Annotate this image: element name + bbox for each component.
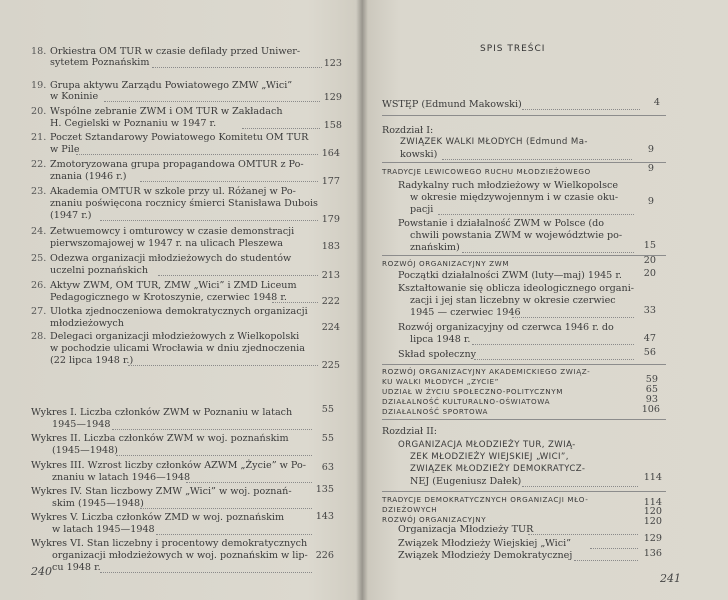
subsection-entry: Początki działalności ZWM (luty—maj) 1945 r. bbox=[398, 270, 622, 281]
page-folio: 241 bbox=[660, 572, 681, 585]
entry-text: w Pile bbox=[50, 144, 80, 155]
section-heading: DZIAŁALNOŚĆ SPORTOWA bbox=[382, 407, 489, 416]
section-heading: TRADYCJE DEMOKRATYCZNYCH ORGANIZACJI MŁO- bbox=[382, 495, 589, 504]
dot-leader bbox=[128, 364, 318, 366]
dot-leader bbox=[472, 343, 634, 345]
page-number: 93 bbox=[645, 394, 658, 405]
dot-leader bbox=[76, 153, 318, 155]
subsection-entry: Związek Młodzieży Demokratycznej bbox=[398, 550, 573, 561]
entry-number: 20. bbox=[31, 106, 47, 117]
left-page bbox=[0, 0, 362, 600]
dot-leader bbox=[140, 507, 312, 509]
page-folio: 240 bbox=[31, 565, 52, 578]
entry-text: Wykres V. Liczba członków ZMD w woj. poznańskim bbox=[31, 512, 285, 523]
page-number: 183 bbox=[321, 241, 340, 252]
dot-leader bbox=[512, 316, 634, 318]
entry-text: Aktyw ZWM, OM TUR, ZMW „Wici” i ZMD Liceum bbox=[50, 280, 297, 291]
entry-text: Wykres VI. Stan liczebny i procentowy demokratycznych bbox=[31, 538, 308, 549]
divider bbox=[382, 162, 666, 163]
dot-leader bbox=[152, 66, 322, 68]
page-number: 120 bbox=[643, 516, 662, 527]
entry-number: 28. bbox=[31, 331, 47, 342]
entry-text: 1945—1948 bbox=[52, 419, 111, 430]
page-number: 20 bbox=[643, 255, 656, 266]
dot-leader bbox=[100, 219, 318, 221]
dot-leader bbox=[522, 108, 640, 110]
page-number: 9 bbox=[647, 196, 654, 207]
section-heading: ROZWÓJ ORGANIZACYJNY AKADEMICKIEGO ZWIĄZ- bbox=[382, 367, 591, 376]
page-number: 222 bbox=[321, 296, 340, 307]
divider bbox=[382, 491, 666, 492]
page-number: 55 bbox=[321, 433, 334, 444]
entry-text: znaniu poświęcona rocznicy śmierci Stanisława Dubois bbox=[50, 198, 318, 209]
subsection-entry: Kształtowanie się oblicza ideologicznego organi- bbox=[398, 283, 635, 294]
dot-leader bbox=[528, 533, 638, 535]
divider bbox=[382, 419, 666, 420]
entry-text: (1947 r.) bbox=[50, 210, 92, 221]
page-number: 63 bbox=[321, 462, 334, 473]
right-page bbox=[362, 0, 728, 600]
page-number: 33 bbox=[643, 305, 656, 316]
page-number: 15 bbox=[643, 240, 656, 251]
page-number: 114 bbox=[643, 497, 662, 508]
entry-number: 18. bbox=[31, 46, 47, 57]
page-number: 9 bbox=[647, 163, 654, 174]
entry-text: Wykres II. Liczba członków ZWM w woj. poznańskim bbox=[31, 433, 289, 444]
section-heading: TRADYCJE LEWICOWEGO RUCHU MŁODZIEŻOWEGO bbox=[382, 167, 591, 176]
divider bbox=[382, 255, 666, 256]
entry-text: organizacji młodzieżowych w woj. poznańskim w lip- bbox=[52, 550, 308, 561]
subsection-entry: zacji i jej stan liczebny w okresie czerwiec bbox=[410, 295, 616, 306]
entry-text: Zetwuemowcy i omturowcy w czasie demonstracji bbox=[50, 226, 295, 237]
entry-number: 22. bbox=[31, 159, 47, 170]
section-heading: ROZWÓJ ORGANIZACYJNY ZWM bbox=[382, 259, 510, 268]
page-number: 59 bbox=[645, 374, 658, 385]
entry-number: 23. bbox=[31, 186, 47, 197]
entry-text: (1945—1948) bbox=[52, 445, 118, 456]
subsection-entry: Radykalny ruch młodzieżowy w Wielkopolsce bbox=[398, 180, 619, 191]
subsection-entry: Powstanie i działalność ZWM w Polsce (do bbox=[398, 218, 605, 229]
entry-text: Grupa aktywu Zarządu Powiatowego ZMW „Wici” bbox=[50, 80, 293, 91]
entry-text: Orkiestra OM TUR w czasie defilady przed Uniwer- bbox=[50, 46, 301, 57]
chapter-title: ZEK MŁODZIEŻY WIEJSKIEJ „WICI”, bbox=[410, 452, 569, 462]
entry-text: Poczet Sztandarowy Powiatowego Komitetu OM TUR bbox=[50, 132, 309, 143]
dot-leader bbox=[242, 127, 320, 129]
page-number: 123 bbox=[323, 58, 342, 69]
entry-text: Wykres IV. Stan liczbowy ZMW „Wici” w woj. poznań- bbox=[31, 486, 292, 497]
page-number: 20 bbox=[643, 268, 656, 279]
dot-leader bbox=[156, 533, 312, 535]
section-heading: UDZIAŁ W ŻYCIU SPOŁECZNO-POLITYCZNYM bbox=[382, 387, 563, 396]
entry-text: uczelni poznańskich bbox=[50, 265, 149, 276]
entry-text: sytetem Poznańskim bbox=[50, 57, 150, 68]
entry-number: 24. bbox=[31, 226, 47, 237]
page-number: 65 bbox=[645, 384, 658, 395]
page-number: 129 bbox=[643, 533, 662, 544]
chapter-title: ZWIĄZEK WALKI MŁODYCH (Edmund Ma- bbox=[400, 137, 588, 147]
entry-number: 25. bbox=[31, 253, 47, 264]
page-number: 4 bbox=[653, 97, 660, 108]
entry-text: cu 1948 r. bbox=[52, 562, 101, 573]
entry-text: (22 lipca 1948 r.) bbox=[50, 355, 134, 366]
subsection-entry: 1945 — czerwiec 1946 bbox=[410, 307, 521, 318]
entry-text: Akademia OMTUR w szkole przy ul. Różanej w Po- bbox=[50, 186, 296, 197]
subsection-entry: chwili powstania ZWM w województwie po- bbox=[410, 230, 623, 241]
subsection-entry: lipca 1948 r. bbox=[410, 334, 471, 345]
page-number: 129 bbox=[323, 92, 342, 103]
dot-leader bbox=[140, 180, 318, 182]
contents-heading: SPIS TREŚCI bbox=[480, 44, 546, 54]
subsection-entry: Organizacja Młodzieży TUR bbox=[398, 524, 534, 535]
page-number: 120 bbox=[643, 506, 662, 517]
chapter-title: ZWIĄZEK MŁODZIEŻY DEMOKRATYCZ- bbox=[410, 464, 586, 474]
entry-text: H. Cegielski w Poznaniu w 1947 r. bbox=[50, 118, 217, 129]
entry-text: Pedagogicznego w Krotoszynie, czerwiec 1948 r. bbox=[50, 292, 287, 303]
entry-number: 19. bbox=[31, 80, 47, 91]
page-number: 179 bbox=[321, 214, 340, 225]
dot-leader bbox=[116, 454, 312, 456]
dot-leader bbox=[438, 213, 634, 215]
section-heading: ROZWÓJ ORGANIZACYJNY bbox=[382, 515, 487, 524]
dot-leader bbox=[186, 481, 312, 483]
entry-text: znania (1946 r.) bbox=[50, 171, 127, 182]
subsection-entry: Skład społeczny bbox=[398, 349, 477, 360]
section-heading: DZIAŁALNOŚĆ KULTURALNO-OŚWIATOWA bbox=[382, 397, 551, 406]
page-number: 9 bbox=[647, 144, 654, 155]
dot-leader bbox=[522, 485, 638, 487]
entry-text: Wykres I. Liczba członków ZWM w Poznaniu w latach bbox=[31, 407, 293, 418]
chapter-title: NEJ (Eugeniusz Dałek) bbox=[410, 476, 522, 487]
page-number: 226 bbox=[315, 550, 334, 561]
dot-leader bbox=[574, 559, 638, 561]
page-number: 164 bbox=[321, 148, 340, 159]
entry-text: Ulotka zjednoczeniowa demokratycznych organizacji bbox=[50, 306, 308, 317]
subsection-entry: Związek Młodzieży Wiejskiej „Wici” bbox=[398, 538, 572, 549]
subsection-entry: pacji bbox=[410, 204, 434, 215]
dot-leader bbox=[112, 428, 312, 430]
section-heading: KU WALKI MŁODYCH „ZYCIE” bbox=[382, 377, 500, 386]
dot-leader bbox=[272, 301, 318, 303]
chapter-label: Rozdział II: bbox=[382, 426, 438, 437]
subsection-entry: Rozwój organizacyjny od czerwca 1946 r. do bbox=[398, 322, 614, 333]
entry-text: skim (1945—1948) bbox=[52, 498, 144, 509]
section-heading: DZIEŻOWYCH bbox=[382, 505, 438, 514]
page-number: 136 bbox=[643, 548, 662, 559]
dot-leader bbox=[442, 158, 632, 160]
page-number: 143 bbox=[315, 511, 334, 522]
entry-text: znaniu w latach 1946—1948 bbox=[52, 472, 191, 483]
entry-text: Wykres III. Wzrost liczby członków AZWM „Życie” w Po- bbox=[31, 460, 307, 471]
page-number: 56 bbox=[643, 347, 656, 358]
entry-text: w latach 1945—1948 bbox=[52, 524, 155, 535]
page-number: 158 bbox=[323, 120, 342, 131]
dot-leader bbox=[100, 571, 312, 573]
entry-text: pierwszomajowej w 1947 r. na ulicach Pleszewa bbox=[50, 238, 284, 249]
entry-text: w Koninie bbox=[50, 91, 99, 102]
dot-leader bbox=[474, 358, 634, 360]
subsection-entry: w okresie międzywojennym i w czasie oku- bbox=[410, 192, 619, 203]
dot-leader bbox=[590, 547, 638, 549]
intro-entry: WSTĘP (Edmund Makowski) bbox=[382, 99, 522, 110]
divider bbox=[382, 115, 666, 116]
entry-text: Odezwa organizacji młodzieżowych do studentów bbox=[50, 253, 292, 264]
entry-text: młodzieżowych bbox=[50, 318, 124, 329]
chapter-label: Rozdział I: bbox=[382, 125, 434, 136]
page-number: 106 bbox=[641, 404, 660, 415]
divider bbox=[382, 364, 666, 365]
page-number: 177 bbox=[321, 176, 340, 187]
page-number: 55 bbox=[321, 404, 334, 415]
dot-leader bbox=[104, 100, 320, 102]
page-number: 47 bbox=[643, 333, 656, 344]
page-number: 224 bbox=[321, 322, 340, 333]
entry-text: Delegaci organizacji młodzieżowych z Wielkopolski bbox=[50, 331, 300, 342]
book-gutter bbox=[356, 0, 368, 600]
entry-number: 27. bbox=[31, 306, 47, 317]
entry-text: w pochodzie ulicami Wrocławia w dniu zjednoczenia bbox=[50, 343, 305, 354]
page-number: 213 bbox=[321, 270, 340, 281]
entry-number: 26. bbox=[31, 280, 47, 291]
dot-leader bbox=[158, 274, 318, 276]
dot-leader bbox=[462, 251, 634, 253]
entry-text: Zmotoryzowana grupa propagandowa OMTUR z Po- bbox=[50, 159, 304, 170]
entry-number: 21. bbox=[31, 132, 47, 143]
subsection-entry: znańskim) bbox=[410, 242, 460, 253]
chapter-title: ORGANIZACJA MŁODZIEŻY TUR, ZWIĄ- bbox=[398, 440, 576, 450]
page-number: 114 bbox=[643, 472, 662, 483]
entry-text: Wspólne zebranie ZWM i OM TUR w Zakładach bbox=[50, 106, 283, 117]
page-number: 135 bbox=[315, 484, 334, 495]
chapter-title: kowski) bbox=[400, 149, 438, 160]
page-number: 225 bbox=[321, 360, 340, 371]
